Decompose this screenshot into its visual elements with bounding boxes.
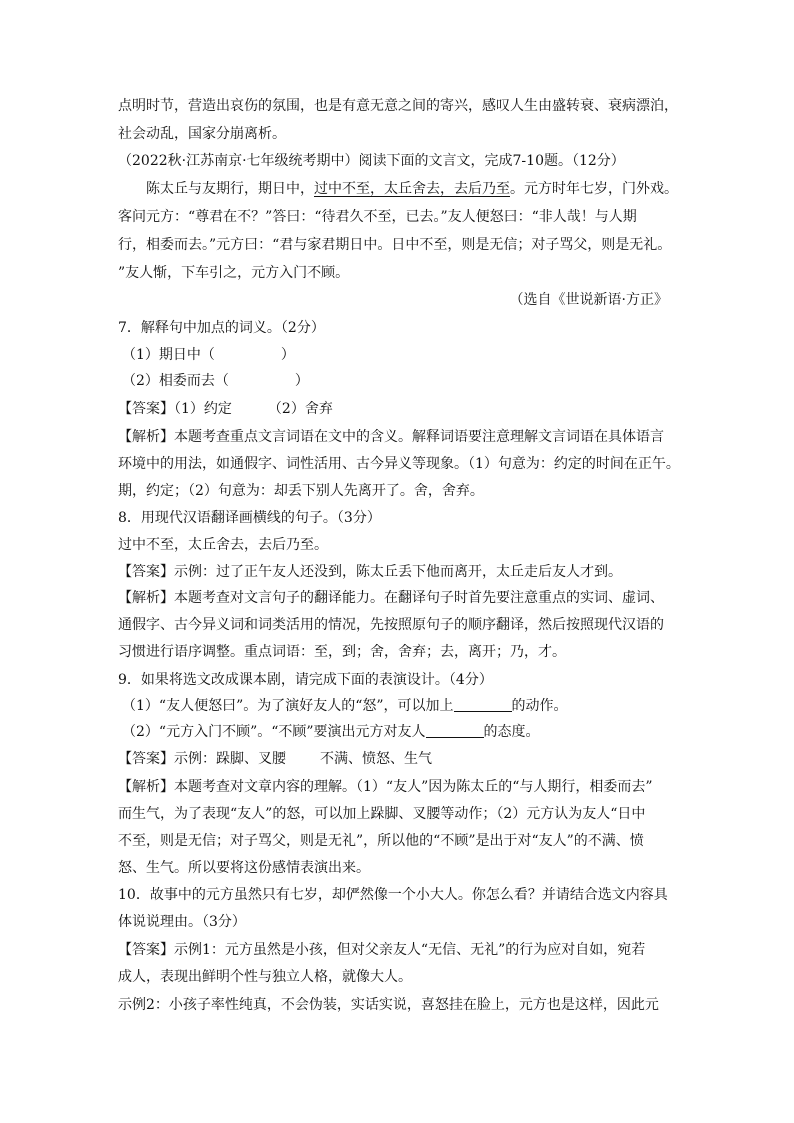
q7-answer (118, 399, 333, 419)
passage-source: （选自《世说新语·方正》 (509, 292, 668, 308)
q8-explanation-line: 习惯进行语序调整。重点词语：至，到；舍，舍弃；去，离开；乃，才。 (118, 644, 566, 660)
intro-line: 社会动乱，国家分崩离析。 (118, 126, 286, 142)
q9-answer (118, 749, 432, 769)
q9-item-text: （1）“友人便怒曰”。为了演好友人的“怒”，可以加上 (122, 698, 454, 714)
q9-title: 9．如果将选文改成课本剧，请完成下面的表演设计。（4分） (118, 672, 493, 688)
passage-line: ”友人惭，下车引之，元方入门不顾。 (118, 265, 350, 281)
explanation-label: 【解析】 (118, 429, 174, 445)
answer-label: 【答案】 (118, 942, 174, 958)
q10-title-line: 体说说理由。（3分） (118, 914, 246, 930)
q7-explanation (118, 427, 664, 447)
q9-explanation-line: 不至，则是无信；对子骂父，则是无礼”，所以他的“不顾”是出于对“友人”的不满、愤 (118, 833, 644, 849)
answer-label: 【答案】 (118, 751, 174, 767)
q7-item-2 (122, 371, 309, 391)
explanation-text: 本题考查对文言句子的翻译能力。在翻译句子时首先要注意重点的实词、虚词、 (174, 590, 664, 606)
q10-title: 10．故事中的元方虽然只有七岁，却俨然像一个小大人。你怎么看？并请结合选文内容具 (118, 887, 668, 903)
intro-line: 点明时节，营造出哀伤的氛围，也是有意无意之间的寄兴，感叹人生由盛转衰、衰病漂泊， (118, 98, 678, 114)
answer-text: （1）约定 (174, 401, 232, 417)
q9-explanation (118, 777, 653, 797)
q7-item-text: （1）期日中（ (122, 347, 215, 363)
answer-text: 示例1：元方虽然是小孩，但对父亲友人“无信、无礼”的行为应对自如，宛若 (174, 942, 646, 958)
q10-answer-line: 成人，表现出鲜明个性与独立人格，就像大人。 (118, 969, 412, 985)
underlined-sentence: 过中不至，太丘舍去，去后乃至 (314, 181, 510, 197)
q7-item-text: （2）相委而去（ (122, 373, 229, 389)
q9-item-text: 的动作。 (511, 698, 568, 714)
answer-text: 不满、愤怒、生气 (320, 751, 432, 767)
answer-text: 示例：跺脚、叉腰 (174, 751, 286, 767)
q8-answer (118, 562, 622, 582)
q7-item-text: ） (294, 373, 309, 389)
passage-line: 行，相委而去。”元方曰：“君与家君期日中。日中不至，则是无信；对子骂父，则是无礼。 (118, 237, 672, 253)
explanation-text: 本题考查重点文言词语在文中的含义。解释词语要注意理解文言词语在具体语言 (174, 429, 664, 445)
answer-text: （2）舍弃 (267, 401, 333, 417)
q10-answer (118, 940, 645, 960)
answer-label: 【答案】 (118, 564, 174, 580)
q8-explanation-line: 通假字、古今异义词和词类活用的情况，先按照原句子的顺序翻译，然后按照现代汉语的 (118, 617, 664, 633)
q7-item-text: ） (280, 347, 295, 363)
q9-item-2 (122, 722, 540, 742)
q9-explanation-line: 怒、生气。所以要将这份感情表演出来。 (118, 860, 370, 876)
q7-explanation-line: 期，约定；（2）句意为：却丢下别人先离开了。舍，舍弃。 (118, 483, 484, 499)
q8-sentence: 过中不至，太丘舍去，去后乃至。 (118, 537, 328, 553)
passage-line: 客问元方：“尊君在不？”答曰：“待君久不至，已去。”友人便怒曰：“非人哉！与人期 (118, 209, 637, 225)
answer-label: 【答案】 (118, 401, 174, 417)
fill-blank (426, 723, 484, 738)
explanation-text: 本题考查对文章内容的理解。（1）“友人”因为陈太丘的“与人期行，相委而去” (174, 779, 653, 795)
q9-item-text: 的态度。 (483, 724, 540, 740)
passage-text: 。元方时年七岁，门外戏。 (510, 181, 678, 197)
explanation-label: 【解析】 (118, 590, 174, 606)
passage-line (146, 179, 678, 199)
q7-explanation-line: 环境中的用法，如通假字、词性活用、古今异义等现象。（1）句意为：约定的时间在正午。 (118, 456, 680, 472)
q10-answer-line: 示例2：小孩子率性纯真，不会伪装，实话实说，喜怒挂在脸上，元方也是这样，因此元 (118, 997, 659, 1013)
q8-title: 8．用现代汉语翻译画横线的句子。（3分） (118, 510, 381, 526)
fill-blank (454, 697, 512, 712)
q8-explanation (118, 588, 664, 608)
q9-explanation-line: 而生气，为了表现“友人”的怒，可以加上跺脚、叉腰等动作；（2）元方认为友人“日中 (118, 806, 646, 822)
q7-title: 7．解释句中加点的词义。（2分） (118, 320, 325, 336)
passage-text: 陈太丘与友期行，期日中， (146, 181, 314, 197)
answer-text: 示例：过了正午友人还没到，陈太丘丢下他而离开，太丘走后友人才到。 (174, 564, 622, 580)
q9-item-1 (122, 696, 568, 716)
q9-item-text: （2）“元方入门不顾”。“不顾”要演出元方对友人 (122, 724, 426, 740)
explanation-label: 【解析】 (118, 779, 174, 795)
q7-item-1 (122, 345, 295, 365)
passage-header: （2022秋·江苏南京·七年级统考期中）阅读下面的文言文，完成7-10题。（12分） (118, 153, 625, 169)
